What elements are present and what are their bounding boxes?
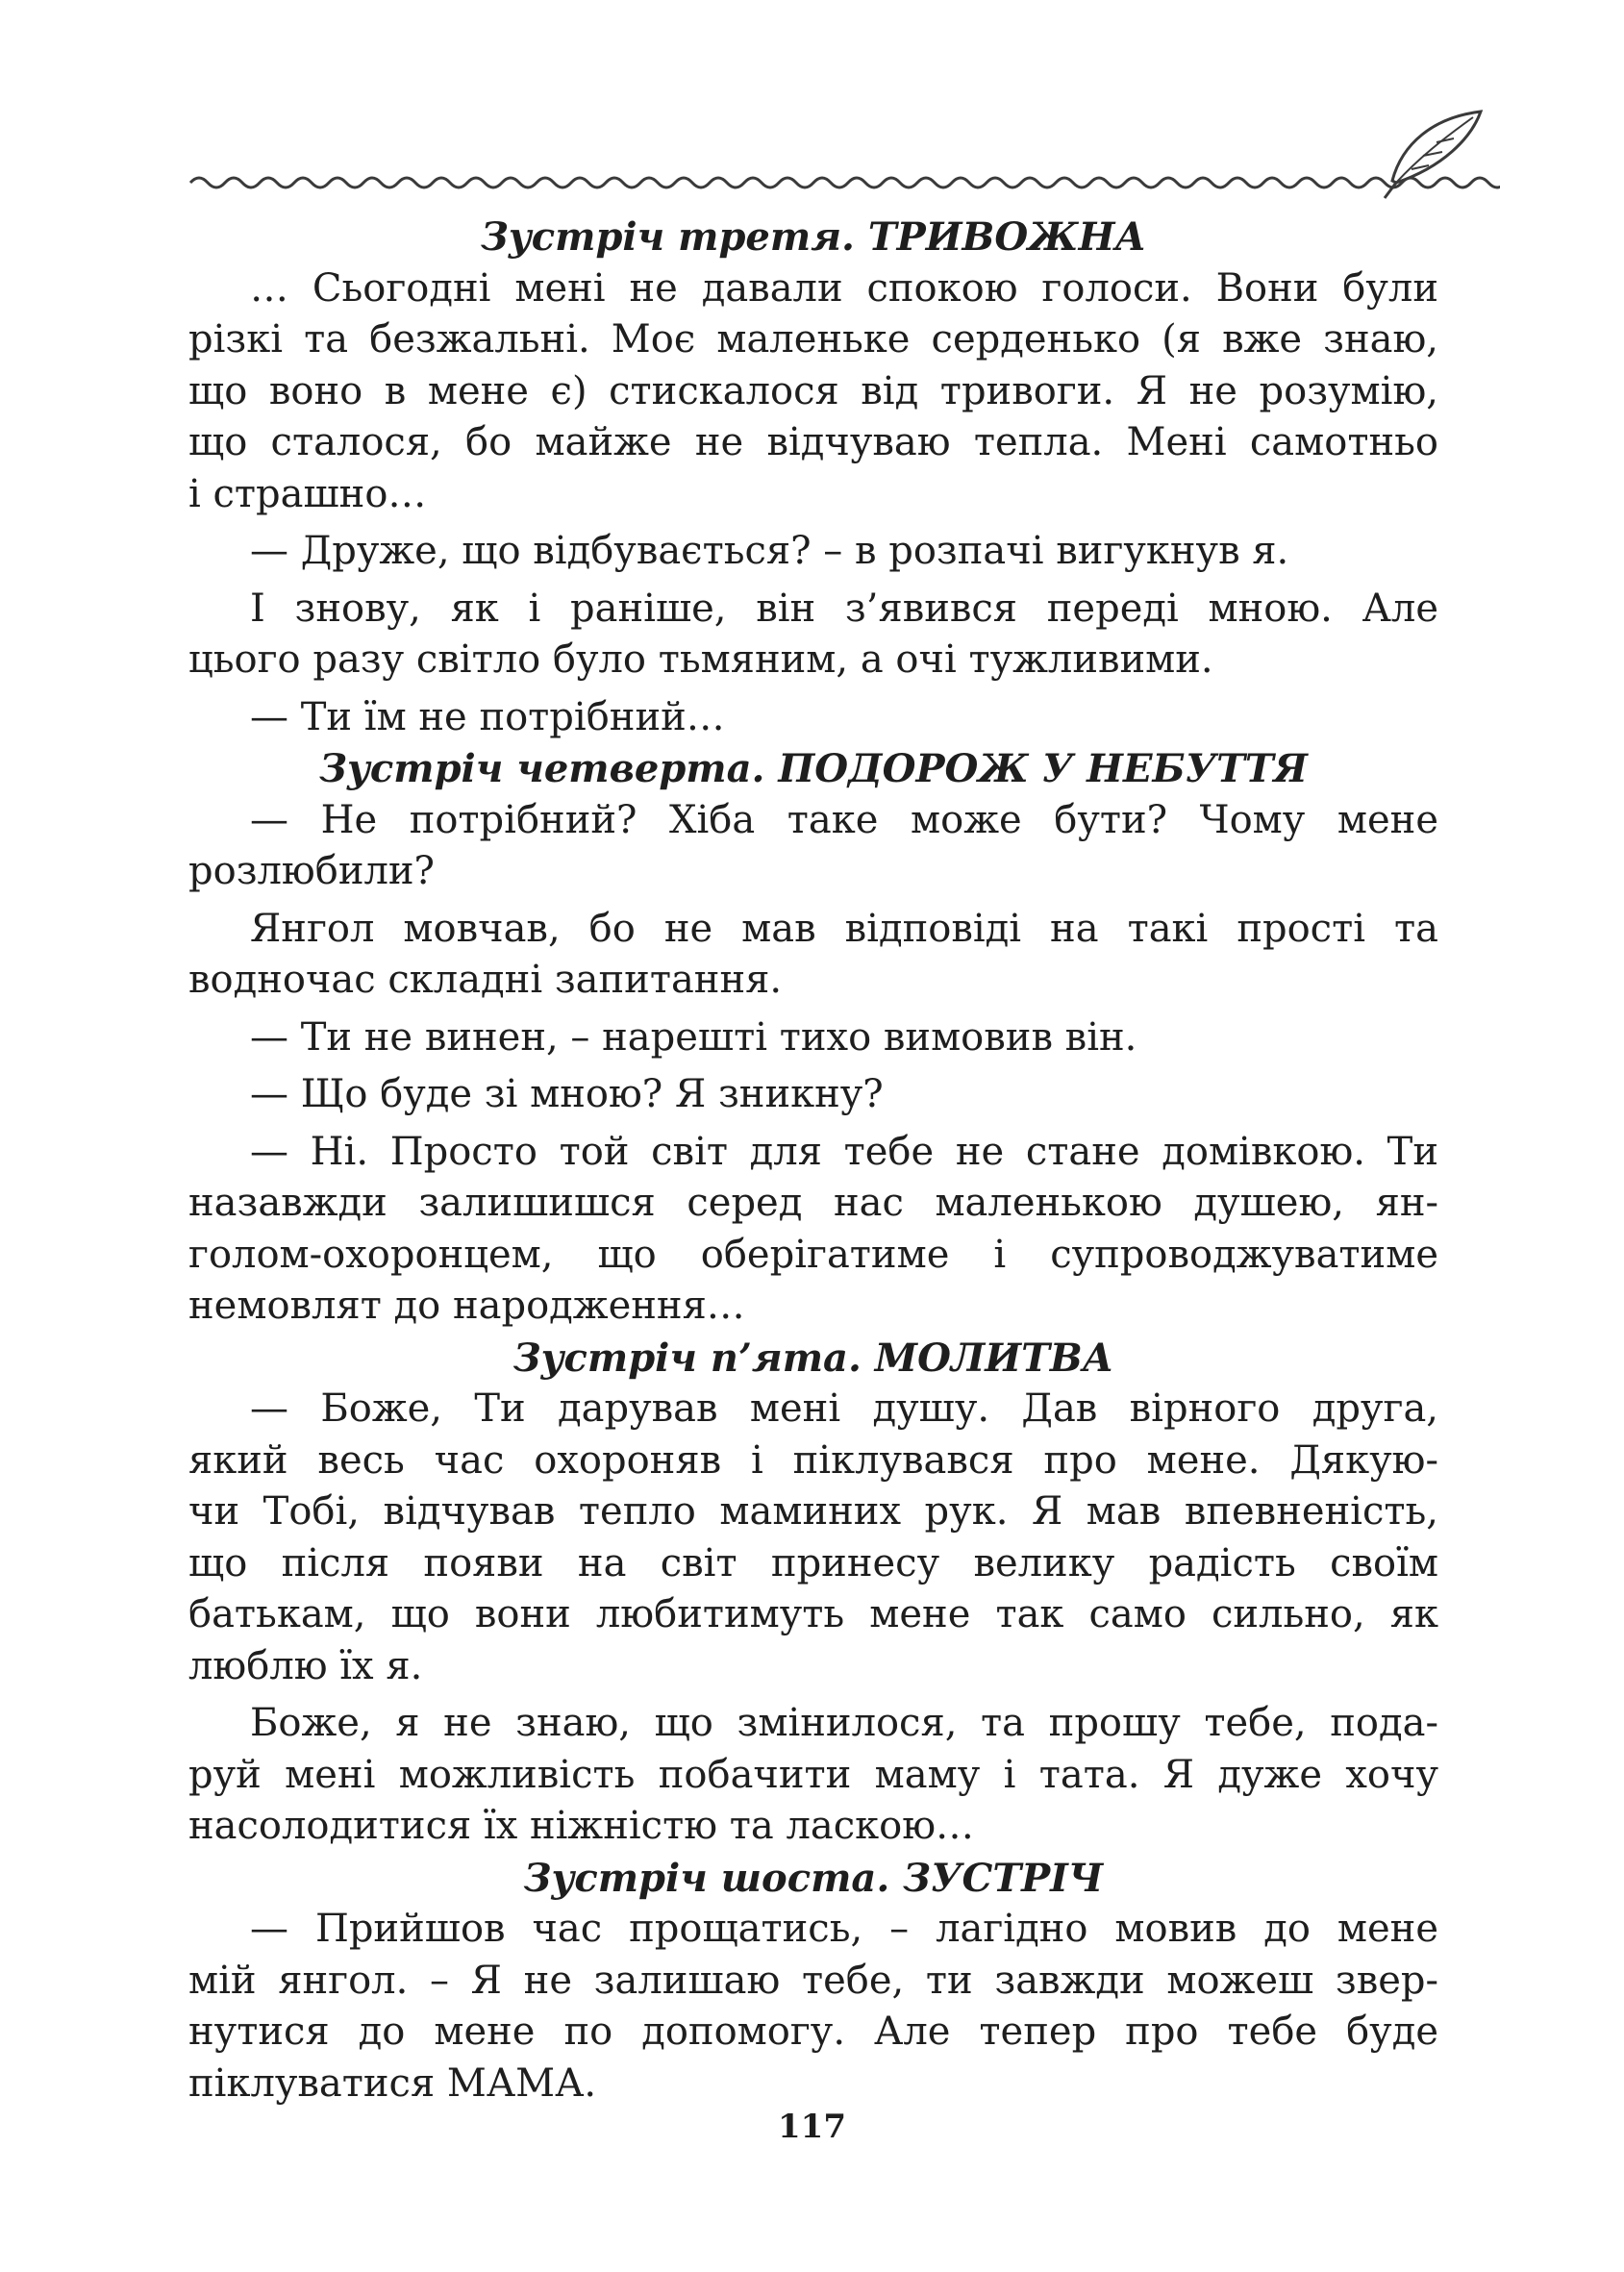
text-line: що воно в мене є) стискалося від тривоги. Я не розумію, — [188, 368, 1438, 413]
text-line: немовлят до народження… — [188, 1284, 745, 1328]
text-line: нутися до мене по допомогу. Але тепер про тебе буде — [188, 2010, 1438, 2054]
text-line: — Боже, Ти дарував мені душу. Дав вірного друга, — [250, 1386, 1438, 1431]
text-line: люблю їх я. — [188, 1643, 423, 1688]
text-line: водночас складні запитання. — [188, 958, 783, 1002]
section-heading-fifth: Зустріч п’ята. МОЛИТВА — [512, 1335, 1114, 1381]
text-line: насолодитися їх ніжністю та ласкою… — [188, 1804, 975, 1848]
page-body — [188, 212, 1438, 2110]
header-ornament — [183, 106, 1500, 212]
text-line: Янгол мовчав, бо не мав відповіді на такі прості та — [250, 906, 1438, 951]
text-line: що сталося, бо майже не відчуваю тепла. Мені самотньо — [188, 420, 1438, 464]
text-line: цього разу світло було тьмяним, а очі тужливими. — [188, 637, 1213, 682]
text-line: Боже, я не знаю, що змінилося, та прошу тебе, пода- — [250, 1701, 1438, 1745]
text-line: який весь час охороняв і піклувався про мене. Дякую- — [188, 1437, 1438, 1483]
text-line: — Ти їм не потрібний… — [250, 694, 725, 739]
text-line: І знову, як і раніше, він з’явився переді мною. Але — [250, 586, 1438, 631]
text-line: батькам, що вони любитимуть мене так само сильно, як — [188, 1592, 1438, 1636]
text-line: — Не потрібний? Хіба таке може бути? Чому мене — [250, 797, 1438, 842]
text-line: різкі та безжальні. Моє маленьке серденько (я вже знаю, — [188, 317, 1438, 362]
text-line: що після появи на світ принесу велику радість своїм — [188, 1540, 1438, 1585]
page-number: 117 — [778, 2108, 846, 2146]
section-heading-sixth: Зустріч шоста. ЗУСТРІЧ — [523, 1855, 1104, 1901]
text-line: і страшно… — [188, 471, 427, 516]
text-line: руй мені можливість побачити маму і тата. Я дуже хочу — [188, 1752, 1438, 1797]
section-heading-third: Зустріч третя. ТРИВОЖНА — [480, 214, 1147, 260]
text-line: … Сьогодні мені не давали спокою голоси. Вони були — [250, 265, 1438, 311]
text-line: мій янгол. – Я не залишаю тебе, ти завжди можеш звер- — [188, 1958, 1438, 2003]
text-line: розлюбили? — [188, 849, 435, 893]
text-line: голом-охоронцем, що оберігатиме і супроводжуватиме — [188, 1232, 1438, 1277]
text-line: — Прийшов час прощатись, – лагідно мовив до мене — [250, 1907, 1438, 1951]
text-line: назавжди залишишся серед нас маленькою душею, ян- — [188, 1181, 1438, 1225]
text-line: чи Тобі, відчував тепло маминих рук. Я мав впевненість, — [188, 1489, 1438, 1534]
text-line: — Друже, що відбувається? – в розпачі вигукнув я. — [250, 529, 1289, 573]
wavy-divider-line — [190, 178, 1500, 187]
text-line: — Ні. Просто той світ для тебе не стане домівкою. Ти — [250, 1129, 1438, 1174]
text-line: — Ти не винен, – нарешті тихо вимовив він. — [250, 1014, 1137, 1060]
text-line: піклуватися МАМА. — [188, 2060, 597, 2106]
text-line: — Що буде зі мною? Я зникну? — [250, 1072, 884, 1116]
section-heading-fourth: Зустріч четверта. ПОДОРОЖ У НЕБУТТЯ — [319, 746, 1308, 791]
